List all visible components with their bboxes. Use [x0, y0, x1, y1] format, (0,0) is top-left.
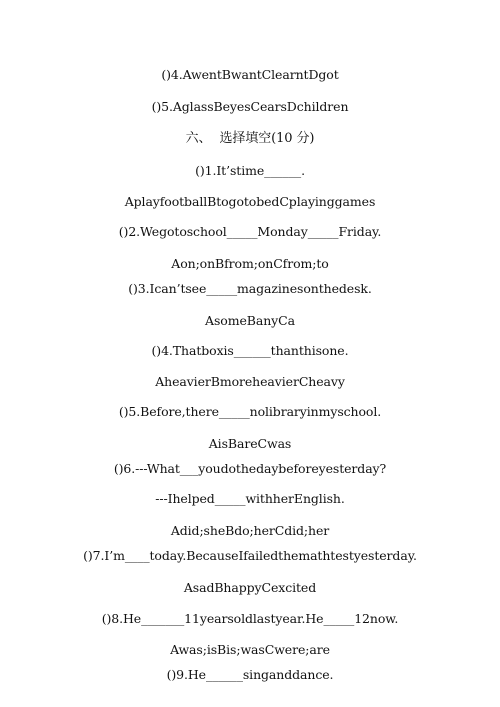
question-5-5: ()5.AglassBeyesCearsDchildren	[151, 99, 349, 114]
question-6-3: ()3.Ican’tsee_____magazinesonthedesk.	[128, 281, 372, 296]
options-6-2: Aon;onBfrom;onCfrom;to	[171, 256, 329, 271]
question-6-7: ()7.I’m____today.BecauseIfailedthemathtestyesterday.	[83, 548, 417, 563]
section-heading-6: 六、 选择填空(10 分)	[185, 131, 315, 146]
question-6-6-part-2: ---Ihelped_____withherEnglish.	[155, 491, 345, 506]
question-6-5: ()5.Before,there_____nolibraryinmyschool.	[118, 404, 382, 419]
options-6-8: Awas;isBis;wasCwere;are	[170, 642, 330, 657]
question-6-4: ()4.Thatboxis______thanthisone.	[151, 343, 349, 358]
question-6-8: ()8.He_______11yearsoldlastyear.He_____12now.	[101, 611, 399, 626]
question-6-2: ()2.Wegotoschool_____Monday_____Friday.	[118, 224, 382, 239]
question-6-1: ()1.It’stime______.	[195, 163, 305, 178]
options-6-4: AheavierBmoreheavierCheavy	[155, 374, 345, 389]
options-6-7: AsadBhappyCexcited	[183, 580, 317, 595]
options-6-1: AplayfootballBtogotobedCplayinggames	[124, 194, 376, 209]
question-5-4: ()4.AwentBwantClearntDgot	[161, 67, 339, 82]
options-6-5: AisBareCwas	[208, 436, 292, 451]
question-6-6: ()6.---What___youdothedaybeforeyesterday?	[113, 461, 387, 476]
question-6-9: ()9.He______singanddance.	[166, 667, 334, 682]
options-6-6: Adid;sheBdo;herCdid;her	[170, 523, 330, 538]
options-6-3: AsomeBanyCa	[205, 313, 295, 328]
